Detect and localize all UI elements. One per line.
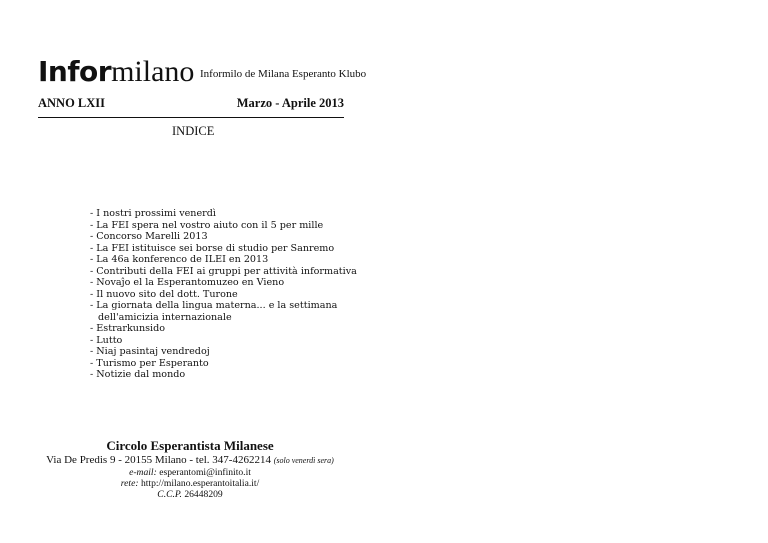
email-label: e-mail: <box>129 467 157 478</box>
logo <box>38 56 194 88</box>
ccp-label: C.C.P. <box>157 489 182 500</box>
organization-name: Circolo Esperantista Milanese <box>106 438 274 453</box>
toc-item: - Contributi della FEI ai gruppi per attività informativa <box>90 265 357 277</box>
toc-item: - La giornata della lingua materna... e la settimana dell'amicizia internazionale <box>90 300 338 323</box>
index-title: INDICE <box>172 124 215 138</box>
toc-item: - Novaĵo el la Esperantomuzeo en Vieno <box>90 277 285 288</box>
issue-year: ANNO LXII <box>38 96 106 110</box>
contact-footer <box>30 438 350 500</box>
web-line <box>30 478 350 489</box>
toc-item: - I nostri prossimi venerdì <box>90 208 216 219</box>
toc-item: - Notizie dal mondo <box>90 369 186 380</box>
logo-bold-part: Infor <box>38 55 112 88</box>
toc-item: - Concorso Marelli 2013 <box>90 231 208 242</box>
header-divider <box>38 117 344 118</box>
web-label: rete: <box>120 478 139 489</box>
toc-item: - La 46a konferenco de ILEI en 2013 <box>90 254 269 265</box>
address: Via De Predis 9 - 20155 Milano - tel. 347-4262214 <box>46 454 271 466</box>
toc-item: - La FEI istituisce sei borse di studio per Sanremo <box>90 242 335 254</box>
address-note: (solo venerdì sera) <box>273 456 334 465</box>
ccp-line <box>30 489 350 500</box>
masthead <box>38 55 367 88</box>
toc-item: - Niaj pasintaj vendredoj <box>90 346 210 357</box>
toc-item: - Il nuovo sito del dott. Turone <box>90 288 238 300</box>
issue-period: Marzo - Aprile 2013 <box>236 96 344 110</box>
toc-item: - La FEI spera nel vostro aiuto con il 5 per mille <box>90 219 324 231</box>
tagline: Informilo de Milana Esperanto Klubo <box>200 68 367 80</box>
email-link[interactable]: esperantomi@infinito.it <box>159 467 251 478</box>
toc-item: - Lutto <box>90 334 123 346</box>
email-line <box>30 467 350 478</box>
web-link[interactable]: http://milano.esperantoitalia.it/ <box>140 478 260 489</box>
address-line <box>30 454 350 467</box>
issue-row <box>38 96 344 112</box>
logo-light-part: milano <box>111 55 195 88</box>
toc-item: - Estrarkunsido <box>90 323 166 334</box>
ccp-number: 26448209 <box>184 489 223 500</box>
table-of-contents <box>90 208 360 381</box>
toc-item: - Turismo per Esperanto <box>90 357 209 369</box>
